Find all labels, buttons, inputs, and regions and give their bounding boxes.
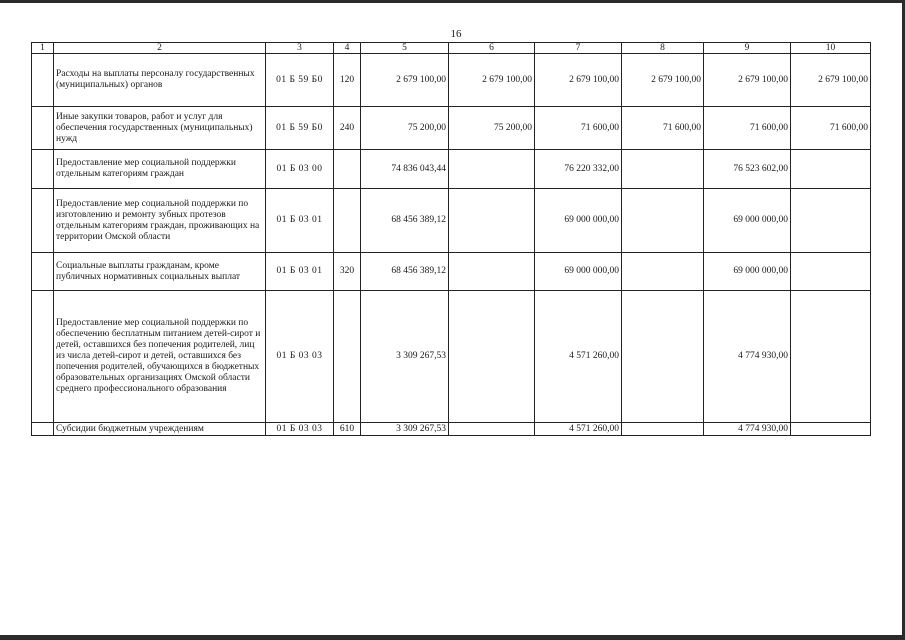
amount-col10 [791, 253, 871, 291]
amount-col6 [449, 291, 535, 423]
amount-col9: 4 774 930,00 [704, 423, 791, 436]
amount-col10 [791, 423, 871, 436]
amount-col7: 71 600,00 [535, 107, 622, 150]
amount-col5: 74 836 043,44 [361, 150, 449, 189]
classification-code: 01 Б 59 Б0 [266, 54, 334, 107]
scan-edge-top [0, 0, 905, 3]
row-index-cell [32, 253, 54, 291]
expense-type-code [334, 189, 361, 253]
row-index-cell [32, 423, 54, 436]
amount-col7: 4 571 260,00 [535, 291, 622, 423]
amount-col10: 71 600,00 [791, 107, 871, 150]
amount-col7: 2 679 100,00 [535, 54, 622, 107]
table-row [32, 189, 871, 253]
amount-col8 [622, 291, 704, 423]
amount-col6: 75 200,00 [449, 107, 535, 150]
row-index-cell [32, 107, 54, 150]
expense-type-code: 120 [334, 54, 361, 107]
expense-type-code [334, 291, 361, 423]
amount-col9: 76 523 602,00 [704, 150, 791, 189]
amount-col10 [791, 291, 871, 423]
row-index-cell [32, 150, 54, 189]
amount-col8 [622, 150, 704, 189]
amount-col7: 76 220 332,00 [535, 150, 622, 189]
column-header: 6 [449, 43, 535, 54]
expense-type-code: 610 [334, 423, 361, 436]
table-row [32, 291, 871, 423]
classification-code: 01 Б 59 Б0 [266, 107, 334, 150]
row-index-cell [32, 54, 54, 107]
classification-code: 01 Б 03 03 [266, 291, 334, 423]
classification-code: 01 Б 03 00 [266, 150, 334, 189]
amount-col10 [791, 150, 871, 189]
amount-col9: 71 600,00 [704, 107, 791, 150]
amount-col8 [622, 253, 704, 291]
table-row [32, 150, 871, 189]
column-header: 5 [361, 43, 449, 54]
row-index-cell [32, 291, 54, 423]
expense-type-code: 320 [334, 253, 361, 291]
amount-col9: 2 679 100,00 [704, 54, 791, 107]
scan-edge-bottom [0, 635, 905, 640]
amount-col7: 69 000 000,00 [535, 189, 622, 253]
amount-col6 [449, 253, 535, 291]
item-name: Социальные выплаты гражданам, кроме публичных нормативных социальных выплат [54, 253, 266, 291]
amount-col10: 2 679 100,00 [791, 54, 871, 107]
column-header: 10 [791, 43, 871, 54]
expense-type-code: 240 [334, 107, 361, 150]
page-number: 16 [450, 28, 462, 40]
item-name: Предоставление мер социальной поддержки отдельным категориям граждан [54, 150, 266, 189]
amount-col5: 68 456 389,12 [361, 189, 449, 253]
table-row [32, 54, 871, 107]
amount-col6 [449, 150, 535, 189]
amount-col6 [449, 423, 535, 436]
column-header: 2 [54, 43, 266, 54]
column-number-row [32, 43, 871, 54]
table-row [32, 253, 871, 291]
item-name: Субсидии бюджетным учреждениям [54, 423, 266, 436]
amount-col7: 4 571 260,00 [535, 423, 622, 436]
expense-type-code [334, 150, 361, 189]
amount-col9: 69 000 000,00 [704, 189, 791, 253]
amount-col7: 69 000 000,00 [535, 253, 622, 291]
classification-code: 01 Б 03 01 [266, 253, 334, 291]
classification-code: 01 Б 03 03 [266, 423, 334, 436]
column-header: 1 [32, 43, 54, 54]
amount-col5: 2 679 100,00 [361, 54, 449, 107]
amount-col9: 4 774 930,00 [704, 291, 791, 423]
amount-col8: 71 600,00 [622, 107, 704, 150]
amount-col5: 3 309 267,53 [361, 423, 449, 436]
column-header: 4 [334, 43, 361, 54]
amount-col9: 69 000 000,00 [704, 253, 791, 291]
row-index-cell [32, 189, 54, 253]
amount-col5: 75 200,00 [361, 107, 449, 150]
amount-col8: 2 679 100,00 [622, 54, 704, 107]
column-header: 7 [535, 43, 622, 54]
column-header: 8 [622, 43, 704, 54]
amount-col5: 68 456 389,12 [361, 253, 449, 291]
amount-col5: 3 309 267,53 [361, 291, 449, 423]
item-name: Иные закупки товаров, работ и услуг для обеспечения государственных (муниципальных) нужд [54, 107, 266, 150]
column-header: 3 [266, 43, 334, 54]
amount-col6 [449, 189, 535, 253]
item-name: Расходы на выплаты персоналу государственных (муниципальных) органов [54, 54, 266, 107]
classification-code: 01 Б 03 01 [266, 189, 334, 253]
item-name: Предоставление мер социальной поддержки по изготовлению и ремонту зубных протезов отдельным категориям граждан, проживающих на территории Омской области [54, 189, 266, 253]
column-header: 9 [704, 43, 791, 54]
item-name: Предоставление мер социальной поддержки по обеспечению бесплатным питанием детей-сирот и детей, оставшихся без попечения родителей, лиц из числа детей-сирот и детей, оставшихся без попечения родителей, обучающихся в бюджетных образовательных организациях Омской области среднего профессионального образования [54, 291, 266, 423]
amount-col10 [791, 189, 871, 253]
budget-table [31, 42, 871, 436]
table-row [32, 107, 871, 150]
table-row [32, 423, 871, 436]
amount-col8 [622, 423, 704, 436]
amount-col8 [622, 189, 704, 253]
amount-col6: 2 679 100,00 [449, 54, 535, 107]
